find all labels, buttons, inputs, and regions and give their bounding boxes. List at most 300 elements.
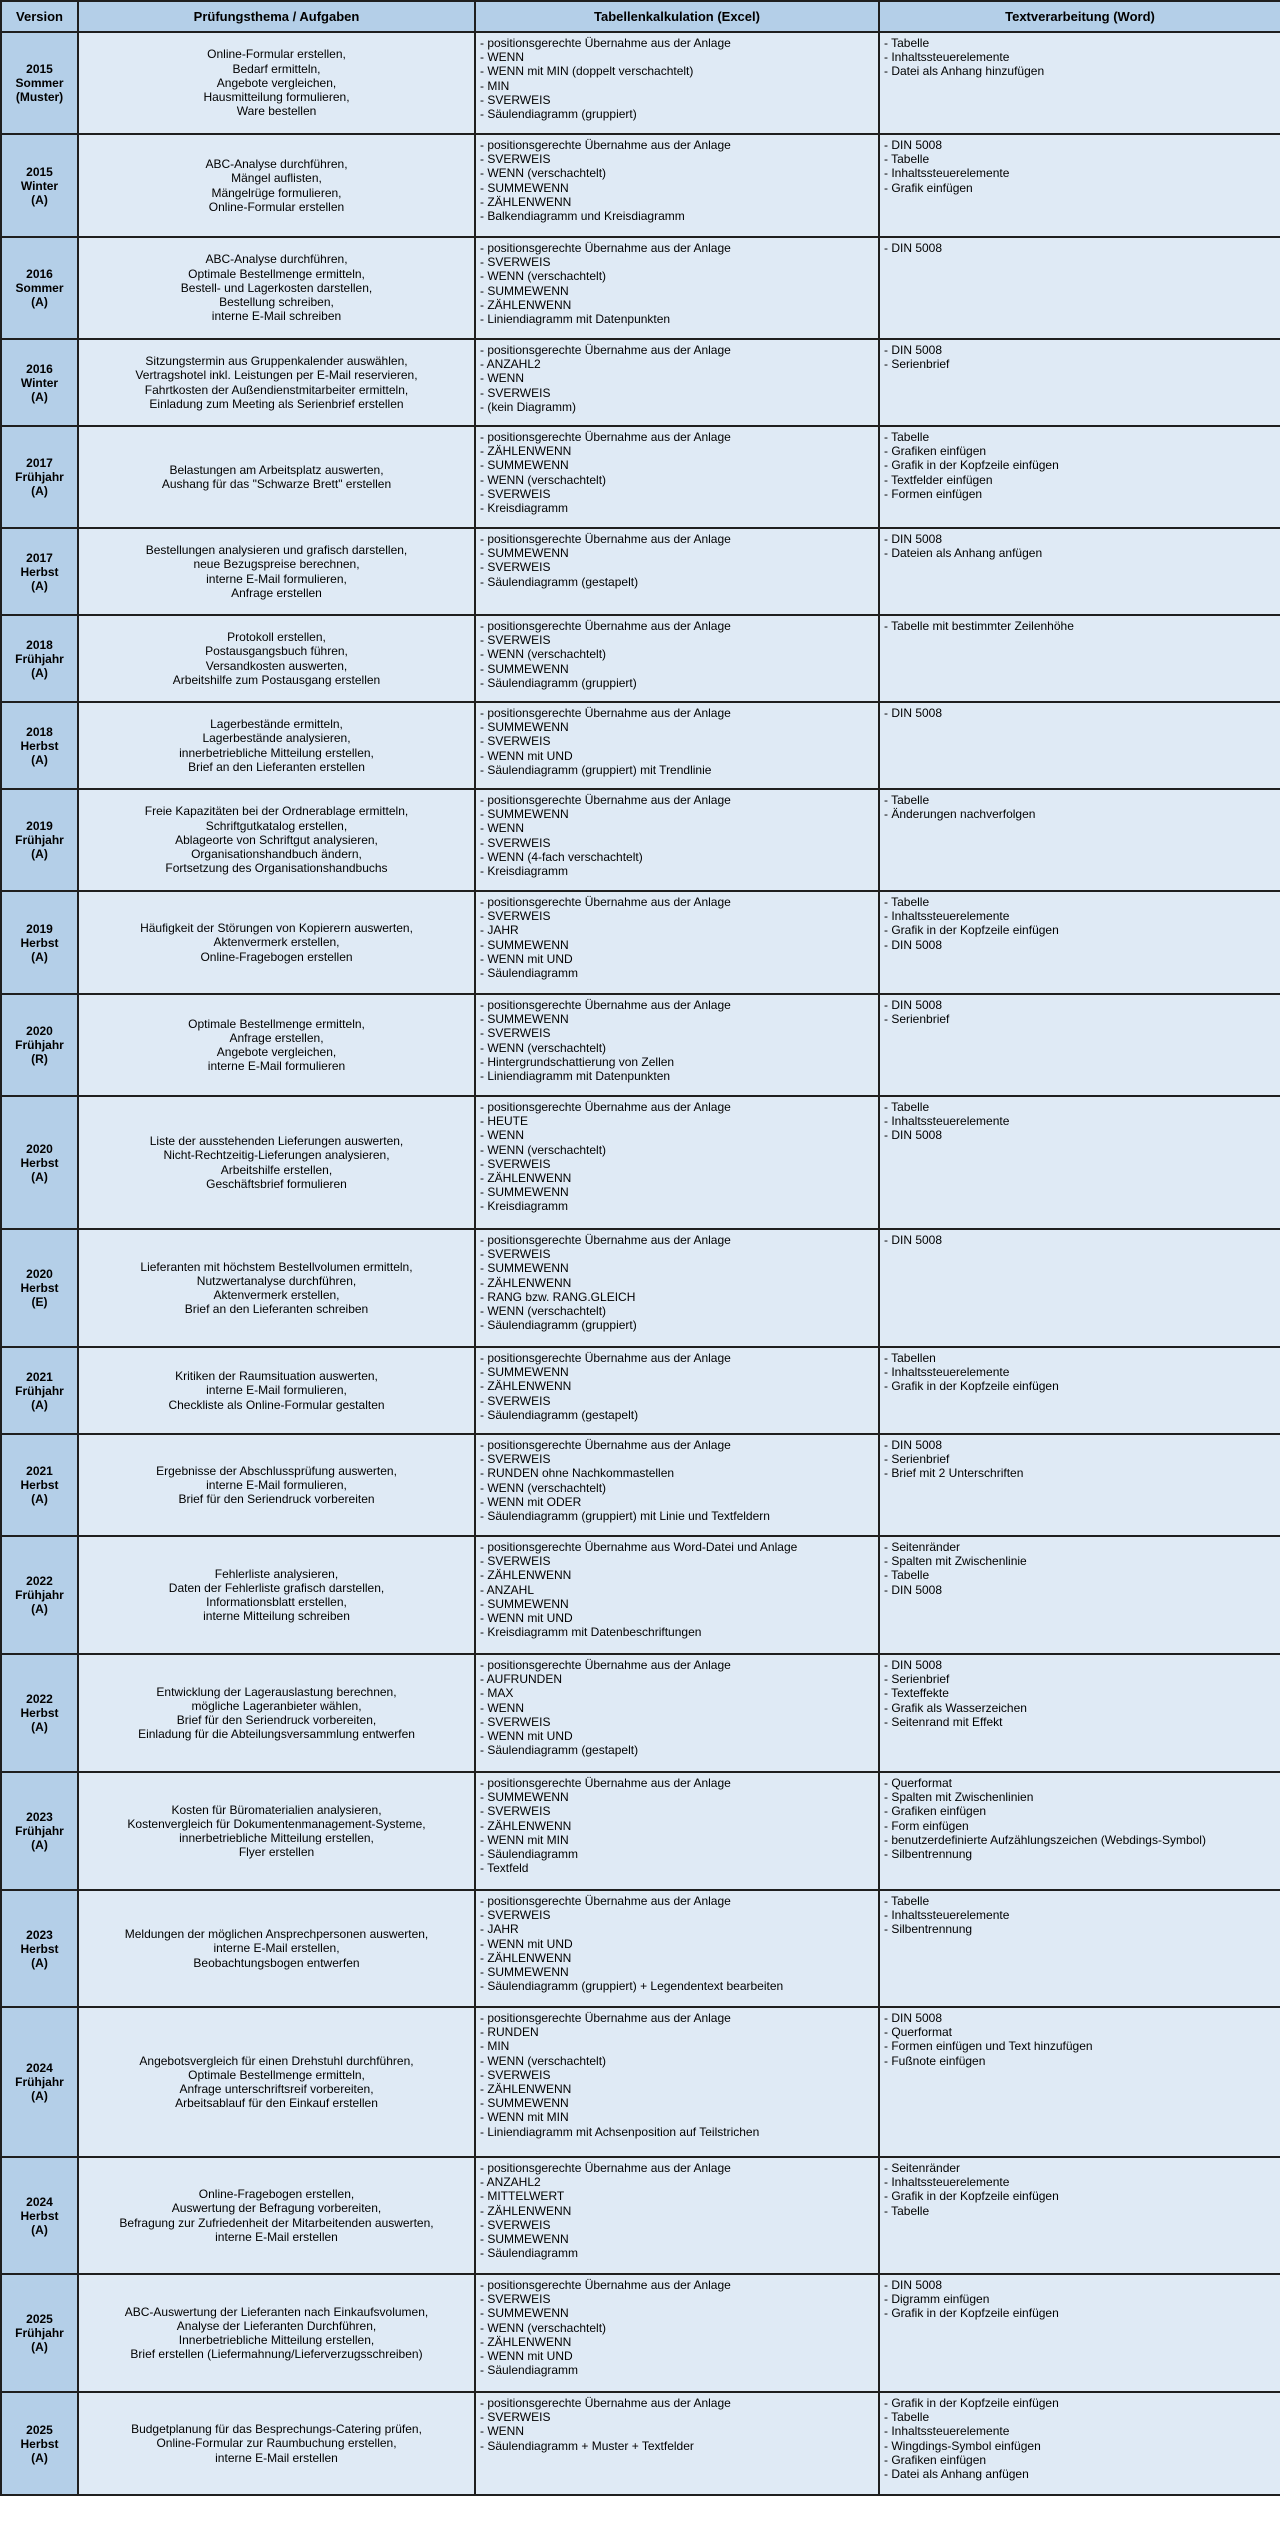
version-line: (A) xyxy=(31,2222,48,2237)
tasks-cell xyxy=(78,2274,475,2392)
feature-item: - Tabelle xyxy=(884,152,930,167)
feature-item: - SVERWEIS xyxy=(480,909,551,924)
task-line: Bestellungen analysieren und grafisch darstellen, xyxy=(145,543,408,558)
task-line: Ergebnisse der Abschlussprüfung auswerten, xyxy=(156,1463,397,1478)
feature-item: - Säulendiagramm (gestapelt) xyxy=(480,574,639,589)
tasks-cell xyxy=(78,1772,475,1890)
feature-item: - Tabelle xyxy=(884,1568,930,1583)
feature-item: - Tabelle mit bestimmter Zeilenhöhe xyxy=(884,619,1074,633)
feature-item: - ANZAHL2 xyxy=(480,357,541,372)
task-line: Optimale Bestellmenge ermitteln, xyxy=(188,2067,365,2082)
tasks-cell xyxy=(78,2157,475,2274)
task-line: Lagerbestände ermitteln, xyxy=(210,717,343,732)
task-line: interne E-Mail erstellen xyxy=(215,2229,338,2244)
task-line: Lagerbestände analysieren, xyxy=(202,731,351,746)
task-line: Brief für den Seriendruck vorbereiten, xyxy=(176,1713,377,1727)
feature-item: - WENN mit UND xyxy=(480,2349,573,2364)
tasks-cell xyxy=(78,994,475,1096)
feature-item: - WENN xyxy=(480,50,524,65)
feature-item: - Grafik in der Kopfzeile einfügen xyxy=(884,458,1059,473)
task-line: Organisationshandbuch ändern, xyxy=(191,847,362,862)
header-row xyxy=(1,1,1280,32)
task-line: Mängelrüge formulieren, xyxy=(211,185,342,200)
feature-item: - Säulendiagramm (gruppiert) mit Trendlinie xyxy=(480,762,712,777)
version-cell xyxy=(1,32,78,134)
table-row xyxy=(1,1229,1280,1347)
version-line: Frühjahr xyxy=(15,651,64,666)
task-line: ABC-Auswertung der Lieferanten nach Einkaufsvolumen, xyxy=(124,2304,429,2319)
feature-item: - positionsgerechte Übernahme aus der Anlage xyxy=(480,138,731,152)
feature-item: - positionsgerechte Übernahme aus der Anlage xyxy=(480,1438,731,1452)
feature-item: - positionsgerechte Übernahme aus der Anlage xyxy=(480,532,731,546)
feature-item: - positionsgerechte Übernahme aus der Anlage xyxy=(480,1233,731,1247)
tasks-cell xyxy=(78,339,475,426)
version-line: (A) xyxy=(31,2089,48,2103)
task-line: interne E-Mail formulieren xyxy=(207,1059,346,1074)
word-cell xyxy=(879,32,1280,134)
excel-cell xyxy=(475,32,879,134)
task-line: Belastungen am Arbeitsplatz auswerten, xyxy=(169,462,384,477)
tasks-cell xyxy=(78,789,475,891)
feature-item: - ZÄHLENWENN xyxy=(480,194,572,209)
header-excel: Tabellenkalkulation (Excel) xyxy=(475,1,879,32)
tasks-cell xyxy=(78,1096,475,1229)
feature-item: - Säulendiagramm xyxy=(480,1847,579,1862)
tasks-cell xyxy=(78,1434,475,1536)
version-line: 2015 xyxy=(26,164,53,179)
feature-item: - SVERWEIS xyxy=(480,2067,551,2082)
tasks-cell xyxy=(78,1229,475,1347)
version-line: Herbst xyxy=(20,2208,59,2223)
task-line: Arbeitshilfe zum Postausgang erstellen xyxy=(172,672,381,687)
version-line: (A) xyxy=(31,192,48,207)
feature-item: - Formen einfügen xyxy=(884,486,983,501)
task-line: interne E-Mail erstellen, xyxy=(213,1941,340,1956)
feature-item: - ZÄHLENWENN xyxy=(480,1950,572,1965)
feature-item: - positionsgerechte Übernahme aus der Anlage xyxy=(480,343,731,357)
task-line: Postausgangsbuch führen, xyxy=(205,644,348,659)
feature-item: - SVERWEIS xyxy=(480,255,551,270)
feature-item: - Grafik in der Kopfzeile einfügen xyxy=(884,2396,1059,2410)
feature-item: - Säulendiagramm xyxy=(480,2246,579,2261)
version-line: 2025 xyxy=(26,2422,53,2437)
feature-item: - Inhaltssteuerelemente xyxy=(884,1365,1010,1380)
version-line: (E) xyxy=(31,1295,48,1309)
feature-item: - Serienbrief xyxy=(884,1672,950,1687)
word-cell xyxy=(879,615,1280,702)
version-line: Herbst xyxy=(20,1281,59,1295)
task-line: Sitzungstermin aus Gruppenkalender auswählen, xyxy=(145,354,408,369)
feature-item: - WENN mit MIN (doppelt verschachtelt) xyxy=(480,64,694,79)
task-line: Protokoll erstellen, xyxy=(227,630,326,645)
table-row xyxy=(1,1654,1280,1772)
version-line: (A) xyxy=(31,1397,48,1412)
feature-item: - SUMMEWENN xyxy=(480,2306,569,2321)
task-line: interne E-Mail schreiben xyxy=(211,309,342,324)
version-cell xyxy=(1,615,78,702)
tasks-cell xyxy=(78,702,475,789)
feature-item: - SUMMEWENN xyxy=(480,2096,569,2111)
feature-item: - WENN (verschachtelt) xyxy=(480,166,607,181)
version-line: (A) xyxy=(31,752,48,767)
header-tasks: Prüfungsthema / Aufgaben xyxy=(78,1,475,32)
feature-item: - WENN xyxy=(480,821,524,836)
version-line: 2021 xyxy=(26,1369,53,1384)
version-line: (A) xyxy=(31,295,48,309)
feature-item: - Brief mit 2 Unterschriften xyxy=(884,1466,1024,1481)
task-line: Ware bestellen xyxy=(236,104,317,119)
feature-item: - WENN mit ODER xyxy=(480,1494,582,1509)
feature-item: - Inhaltssteuerelemente xyxy=(884,166,1010,181)
word-cell xyxy=(879,1890,1280,2007)
feature-item: - Säulendiagramm (gestapelt) xyxy=(480,1743,639,1758)
feature-item: - WENN xyxy=(480,1700,524,1715)
version-line: 2016 xyxy=(26,361,53,376)
table-row xyxy=(1,1096,1280,1229)
feature-item: - RUNDEN xyxy=(480,2025,539,2040)
feature-item: - Serienbrief xyxy=(884,1012,950,1027)
version-cell xyxy=(1,426,78,528)
task-line: interne E-Mail formulieren, xyxy=(206,1383,347,1398)
task-line: Versandkosten auswerten, xyxy=(205,658,348,673)
version-cell xyxy=(1,1096,78,1229)
version-line: Frühjahr xyxy=(15,833,64,847)
feature-item: - WENN (verschachtelt) xyxy=(480,2053,607,2068)
version-line: Herbst xyxy=(20,1706,59,1720)
tasks-cell xyxy=(78,2007,475,2157)
task-line: Entwicklung der Lagerauslastung berechnen, xyxy=(156,1684,397,1699)
task-line: Einladung für die Abteilungsversammlung entwerfen xyxy=(138,1727,415,1742)
version-cell xyxy=(1,1772,78,1890)
feature-item: - Fußnote einfügen xyxy=(884,2053,986,2068)
feature-item: - Silbentrennung xyxy=(884,1847,973,1862)
feature-item: - positionsgerechte Übernahme aus der Anlage xyxy=(480,241,731,255)
task-line: Häufigkeit der Störungen von Kopierern auswerten, xyxy=(140,921,413,936)
excel-cell xyxy=(475,789,879,891)
feature-item: - SUMMEWENN xyxy=(480,546,569,561)
tasks-cell xyxy=(78,134,475,237)
feature-item: - Digramm einfügen xyxy=(884,2292,990,2307)
feature-item: - SUMMEWENN xyxy=(480,1596,569,1611)
feature-item: - Texteffekte xyxy=(884,1686,949,1701)
feature-item: - SVERWEIS xyxy=(480,486,551,501)
task-line: Freie Kapazitäten bei der Ordnerablage ermitteln, xyxy=(144,804,409,819)
version-line: (A) xyxy=(31,2340,48,2354)
task-line: Online-Formular zur Raumbuchung erstellen, xyxy=(156,2436,397,2451)
excel-cell xyxy=(475,891,879,994)
task-line: Lieferanten mit höchstem Bestellvolumen ermitteln, xyxy=(140,1259,413,1274)
header-version: Version xyxy=(1,1,78,32)
tasks-cell xyxy=(78,426,475,528)
feature-item: - Liniendiagramm mit Achsenposition auf Teilstrichen xyxy=(480,2124,760,2139)
feature-item: - Inhaltssteuerelemente xyxy=(884,2175,1010,2190)
tasks-cell xyxy=(78,2392,475,2495)
task-line: mögliche Lageranbieter wählen, xyxy=(191,1698,362,1713)
task-line: Ablageorte von Schriftgut analysieren, xyxy=(175,832,378,847)
feature-item: - ZÄHLENWENN xyxy=(480,1275,572,1290)
feature-item: - SVERWEIS xyxy=(480,1026,551,1041)
task-line: Bestell- und Lagerkosten darstellen, xyxy=(180,280,373,295)
feature-item: - positionsgerechte Übernahme aus der Anlage xyxy=(480,2161,731,2175)
feature-item: - WENN (verschachtelt) xyxy=(480,472,607,487)
task-line: ABC-Analyse durchführen, xyxy=(205,157,348,172)
task-line: Anfrage unterschriftsreif vorbereiten, xyxy=(179,2082,374,2096)
feature-item: - Kreisdiagramm xyxy=(480,501,569,516)
feature-item: - Säulendiagramm (gestapelt) xyxy=(480,1407,639,1422)
version-cell xyxy=(1,1434,78,1536)
feature-item: - Grafik einfügen xyxy=(884,180,973,195)
feature-item: - Liniendiagramm mit Datenpunkten xyxy=(480,1069,671,1084)
feature-item: - SUMMEWENN xyxy=(480,1965,569,1980)
version-line: (A) xyxy=(31,1720,48,1734)
task-line: Kritiken der Raumsituation auswerten, xyxy=(175,1369,378,1384)
feature-item: - RUNDEN ohne Nachkommastellen xyxy=(480,1466,675,1481)
feature-item: - positionsgerechte Übernahme aus der Anlage xyxy=(480,793,731,807)
feature-item: - SUMMEWENN xyxy=(480,1012,569,1027)
table-row xyxy=(1,134,1280,237)
table-row xyxy=(1,426,1280,528)
version-line: (A) xyxy=(31,2450,48,2465)
feature-item: - WENN (4-fach verschachtelt) xyxy=(480,849,643,864)
word-cell xyxy=(879,891,1280,994)
feature-item: - ZÄHLENWENN xyxy=(480,2334,572,2349)
feature-item: - Säulendiagramm (gruppiert) xyxy=(480,107,637,122)
table-row xyxy=(1,1347,1280,1434)
feature-item: - WENN mit UND xyxy=(480,951,573,966)
word-cell xyxy=(879,339,1280,426)
word-cell xyxy=(879,1536,1280,1654)
feature-item: - DIN 5008 xyxy=(884,1658,943,1672)
feature-item: - positionsgerechte Übernahme aus der Anlage xyxy=(480,895,731,909)
feature-item: - SVERWEIS xyxy=(480,1247,551,1262)
version-cell xyxy=(1,1654,78,1772)
feature-item: - ZÄHLENWENN xyxy=(480,297,572,312)
feature-item: - SVERWEIS xyxy=(480,2217,551,2232)
feature-item: - Form einfügen xyxy=(884,1818,969,1833)
task-line: Online-Formular erstellen, xyxy=(207,47,346,62)
feature-item: - DIN 5008 xyxy=(884,2011,943,2025)
version-line: Herbst xyxy=(20,1941,59,1956)
word-cell xyxy=(879,134,1280,237)
feature-item: - WENN (verschachtelt) xyxy=(480,1304,607,1319)
word-cell xyxy=(879,1434,1280,1536)
feature-item: - SVERWEIS xyxy=(480,1452,551,1467)
table-row xyxy=(1,891,1280,994)
feature-item: - SUMMEWENN xyxy=(480,1365,569,1380)
feature-item: - SVERWEIS xyxy=(480,1804,551,1819)
version-cell xyxy=(1,1536,78,1654)
task-line: Optimale Bestellmenge ermitteln, xyxy=(188,1016,365,1031)
version-line: (A) xyxy=(31,949,48,964)
version-line: Frühjahr xyxy=(15,1383,64,1398)
task-line: Informationsblatt erstellen, xyxy=(206,1595,347,1609)
feature-item: - (kein Diagramm) xyxy=(480,399,577,414)
table-row xyxy=(1,702,1280,789)
version-line: Herbst xyxy=(20,2436,59,2451)
feature-item: - DIN 5008 xyxy=(884,532,943,546)
tasks-cell xyxy=(78,1347,475,1434)
feature-item: - SUMMEWENN xyxy=(480,283,569,298)
task-line: Schriftgutkatalog erstellen, xyxy=(205,818,348,833)
excel-cell xyxy=(475,1434,879,1536)
word-cell xyxy=(879,2392,1280,2495)
feature-item: - Tabelle xyxy=(884,895,930,909)
task-line: interne E-Mail erstellen xyxy=(215,2450,338,2465)
version-cell xyxy=(1,2007,78,2157)
feature-item: - Tabelle xyxy=(884,2410,930,2425)
excel-cell xyxy=(475,426,879,528)
task-line: Liste der ausstehenden Lieferungen auswerten, xyxy=(149,1134,404,1149)
feature-item: - MIN xyxy=(480,2039,510,2054)
feature-item: - DIN 5008 xyxy=(884,1128,943,1143)
version-cell xyxy=(1,528,78,615)
version-line: 2018 xyxy=(26,637,53,652)
version-line: (A) xyxy=(31,389,48,404)
task-line: Bedarf ermitteln, xyxy=(232,61,321,76)
feature-item: - DIN 5008 xyxy=(884,1438,943,1452)
excel-cell xyxy=(475,1654,879,1772)
tasks-cell xyxy=(78,615,475,702)
version-line: Winter xyxy=(20,375,59,390)
feature-item: - SVERWEIS xyxy=(480,92,551,107)
word-cell xyxy=(879,994,1280,1096)
feature-item: - MITTELWERT xyxy=(480,2189,565,2204)
version-cell xyxy=(1,891,78,994)
table-row xyxy=(1,1890,1280,2007)
excel-cell xyxy=(475,1347,879,1434)
excel-cell xyxy=(475,2392,879,2495)
feature-item: - Serienbrief xyxy=(884,1452,950,1467)
feature-item: - SVERWEIS xyxy=(480,560,551,575)
feature-item: - Tabelle xyxy=(884,36,930,50)
feature-item: - Tabelle xyxy=(884,1100,930,1114)
feature-item: - Inhaltssteuerelemente xyxy=(884,1908,1010,1923)
task-line: Auswertung der Befragung vorbereiten, xyxy=(171,2201,382,2216)
task-line: Bestellung schreiben, xyxy=(219,295,334,310)
excel-cell xyxy=(475,1772,879,1890)
feature-item: - DIN 5008 xyxy=(884,2278,943,2292)
task-line: Flyer erstellen xyxy=(238,1845,315,1860)
version-line: Frühjahr xyxy=(15,1824,64,1838)
version-line: Frühjahr xyxy=(15,1038,64,1052)
version-cell xyxy=(1,2274,78,2392)
version-line: Frühjahr xyxy=(15,1588,64,1602)
tasks-cell xyxy=(78,528,475,615)
tasks-cell xyxy=(78,1890,475,2007)
version-line: Herbst xyxy=(20,1478,59,1492)
version-line: 2016 xyxy=(26,267,53,281)
task-line: Beobachtungsbogen entwerfen xyxy=(193,1955,360,1970)
feature-item: - JAHR xyxy=(480,1922,519,1937)
excel-cell xyxy=(475,237,879,339)
feature-item: - positionsgerechte Übernahme aus der Anlage xyxy=(480,706,731,720)
feature-item: - ZÄHLENWENN xyxy=(480,1818,572,1833)
task-line: Fahrtkosten der Außendienstmitarbeiter ermitteln, xyxy=(144,382,409,397)
feature-item: - Säulendiagramm xyxy=(480,966,579,981)
excel-cell xyxy=(475,702,879,789)
task-line: Checkliste als Online-Formular gestalten xyxy=(168,1397,385,1412)
feature-item: - SUMMEWENN xyxy=(480,661,569,676)
feature-item: - DIN 5008 xyxy=(884,343,943,357)
feature-item: - WENN (verschachtelt) xyxy=(480,1142,607,1157)
feature-item: - Tabelle xyxy=(884,2203,930,2218)
table-row xyxy=(1,994,1280,1096)
word-cell xyxy=(879,426,1280,528)
feature-item: - SUMMEWENN xyxy=(480,1790,569,1805)
task-line: innerbetriebliche Mitteilung erstellen, xyxy=(179,1831,374,1845)
feature-item: - WENN mit UND xyxy=(480,1611,573,1626)
word-cell xyxy=(879,789,1280,891)
excel-cell xyxy=(475,1096,879,1229)
version-line: 2022 xyxy=(26,1692,53,1706)
feature-item: - positionsgerechte Übernahme aus Word-Datei und Anlage xyxy=(480,1540,798,1554)
version-line: Herbst xyxy=(20,1155,59,1170)
feature-item: - Hintergrundschattierung von Zellen xyxy=(480,1054,675,1069)
version-line: (A) xyxy=(31,1492,48,1506)
task-line: Brief erstellen (Liefermahnung/Lieferverzugsschreiben) xyxy=(130,2347,423,2362)
feature-item: - Säulendiagramm (gruppiert) mit Linie und Textfeldern xyxy=(480,1509,770,1524)
version-line: 2025 xyxy=(26,2312,53,2326)
feature-item: - WENN mit UND xyxy=(480,1936,573,1951)
table-row xyxy=(1,2007,1280,2157)
version-line: 2024 xyxy=(26,2061,53,2075)
feature-item: - positionsgerechte Übernahme aus der Anlage xyxy=(480,2278,731,2292)
tasks-cell xyxy=(78,891,475,994)
feature-item: - positionsgerechte Übernahme aus der Anlage xyxy=(480,1100,731,1114)
version-line: (A) xyxy=(31,578,48,593)
task-line: Optimale Bestellmenge ermitteln, xyxy=(188,266,365,281)
table-row xyxy=(1,1536,1280,1654)
task-line: Einladung zum Meeting als Serienbrief erstellen xyxy=(149,396,404,411)
feature-item: - SUMMEWENN xyxy=(480,1185,569,1200)
word-cell xyxy=(879,1096,1280,1229)
feature-item: - Kreisdiagramm xyxy=(480,1199,569,1214)
version-line: 2015 xyxy=(26,62,53,76)
task-line: Meldungen der möglichen Ansprechpersonen auswerten, xyxy=(124,1927,429,1942)
feature-item: - WENN mit UND xyxy=(480,748,573,763)
version-line: 2024 xyxy=(26,2194,53,2209)
excel-cell xyxy=(475,134,879,237)
version-line: (A) xyxy=(31,1838,48,1852)
version-cell xyxy=(1,702,78,789)
task-line: Analyse der Lieferanten Durchführen, xyxy=(176,2318,377,2333)
table-row xyxy=(1,1434,1280,1536)
version-line: 2019 xyxy=(26,921,53,936)
task-line: Aushang für das "Schwarze Brett" erstellen xyxy=(161,477,392,491)
table-row xyxy=(1,1772,1280,1890)
version-line: Frühjahr xyxy=(15,470,64,484)
version-cell xyxy=(1,1890,78,2007)
table-row xyxy=(1,2274,1280,2392)
feature-item: - Datei als Anhang anfügen xyxy=(884,2467,1029,2482)
feature-item: - Säulendiagramm (gruppiert) + Legendentext bearbeiten xyxy=(480,1979,784,1994)
word-cell xyxy=(879,1347,1280,1434)
feature-item: - SUMMEWENN xyxy=(480,2232,569,2247)
feature-item: - positionsgerechte Übernahme aus der Anlage xyxy=(480,2011,731,2025)
feature-item: - ZÄHLENWENN xyxy=(480,1568,572,1583)
feature-item: - DIN 5008 xyxy=(884,241,943,255)
version-line: Sommer xyxy=(15,76,64,90)
word-cell xyxy=(879,1654,1280,1772)
version-cell xyxy=(1,339,78,426)
version-line: 2021 xyxy=(26,1464,53,1478)
excel-cell xyxy=(475,339,879,426)
task-line: Online-Formular erstellen xyxy=(208,199,345,214)
version-cell xyxy=(1,2157,78,2274)
version-line: 2019 xyxy=(26,819,53,833)
version-line: Herbst xyxy=(20,935,59,950)
feature-item: - Inhaltssteuerelemente xyxy=(884,909,1010,924)
